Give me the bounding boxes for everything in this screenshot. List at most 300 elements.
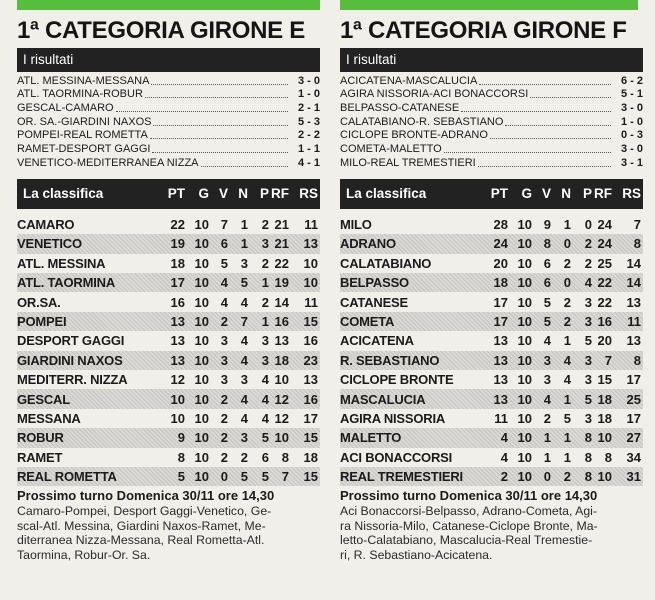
column-header: P: [582, 186, 592, 202]
stat-cell: 2: [240, 449, 248, 465]
stat-cell: 24: [597, 236, 612, 252]
stat-cell: 13: [493, 333, 508, 349]
result-match: BELPASSO-CATANESE: [340, 102, 460, 115]
result-match: VENETICO-MEDITERRANEA NIZZA: [17, 156, 199, 169]
fixture-line: diterranea Nizza-Messana, Real Rometta-Atl.: [17, 533, 265, 548]
stat-cell: 1: [261, 313, 269, 329]
fixture-line: Camaro-Pompei, Desport Gaggi-Venetico, Ge-: [17, 504, 272, 519]
result-row: [340, 74, 643, 88]
stat-cell: 24: [597, 217, 612, 232]
stat-cell: 13: [170, 313, 185, 329]
stat-cell: 3: [220, 352, 228, 368]
fixture-line: Aci Bonaccorsi-Belpasso, Adrano-Cometa, Agi-: [340, 504, 597, 519]
stat-cell: 17: [626, 372, 641, 388]
top-accent-bar-right: [340, 0, 638, 10]
result-row: [340, 88, 643, 102]
stat-cell: 3: [261, 236, 269, 252]
team-name: CATANESE: [340, 294, 408, 310]
result-match: MILO-REAL TREMESTIERI: [340, 156, 476, 169]
stat-cell: 10: [194, 372, 209, 388]
table-row: [17, 428, 320, 447]
table-row: [17, 292, 320, 311]
girone-e-panel: [17, 10, 320, 562]
stat-cell: 13: [626, 294, 641, 310]
stat-cell: 22: [597, 294, 612, 310]
stat-cell: 13: [170, 333, 185, 349]
stat-cell: 10: [194, 275, 209, 291]
result-match: GESCAL-CAMARO: [17, 102, 114, 115]
next-round-fixtures: [340, 504, 643, 562]
stat-cell: 17: [626, 410, 641, 426]
stat-cell: 5: [240, 469, 248, 485]
result-row: [17, 129, 320, 143]
stat-cell: 18: [170, 255, 185, 271]
stat-cell: 16: [170, 294, 185, 310]
stat-cell: 20: [493, 255, 508, 271]
stat-cell: 10: [517, 372, 532, 388]
stat-cell: 4: [261, 391, 269, 407]
result-row: [17, 142, 320, 156]
stat-cell: 19: [274, 275, 289, 291]
stat-cell: 24: [493, 236, 508, 252]
team-name: ADRANO: [340, 236, 396, 252]
stat-cell: 18: [597, 391, 612, 407]
stat-cell: 10: [194, 352, 209, 368]
team-name: ACICATENA: [340, 333, 414, 349]
stat-cell: 10: [517, 217, 532, 232]
stat-cell: 10: [170, 391, 185, 407]
stat-cell: 10: [194, 313, 209, 329]
stat-cell: 13: [170, 352, 185, 368]
stat-cell: 4: [240, 294, 248, 310]
girone-f-panel: [340, 10, 643, 562]
table-row: [340, 467, 643, 486]
table-row: [340, 448, 643, 467]
table-row: [17, 351, 320, 370]
stat-cell: 18: [274, 352, 289, 368]
stat-cell: 21: [274, 236, 289, 252]
stat-cell: 1: [543, 430, 551, 446]
stat-cell: 13: [626, 333, 641, 349]
stat-cell: 5: [543, 313, 551, 329]
team-name: OR.SA.: [17, 294, 61, 310]
stat-cell: 14: [274, 294, 289, 310]
stat-cell: 4: [543, 391, 551, 407]
column-header: G: [521, 186, 532, 202]
result-match: AGIRA NISSORIA-ACI BONACCORSI: [340, 88, 529, 101]
team-name: MILO: [340, 217, 372, 232]
result-match: ATL. MESSINA-MESSANA: [17, 74, 150, 87]
stat-cell: 8: [543, 236, 551, 252]
stat-cell: 31: [626, 469, 641, 485]
result-row: [17, 115, 320, 129]
stat-cell: 6: [543, 275, 551, 291]
dotted-leader: [530, 97, 611, 98]
stat-cell: 8: [177, 449, 185, 465]
stat-cell: 4: [584, 275, 592, 291]
team-name: VENETICO: [17, 236, 82, 252]
stat-cell: 17: [493, 294, 508, 310]
stat-cell: 7: [240, 313, 248, 329]
stat-cell: 0: [563, 236, 571, 252]
stat-cell: 2: [543, 410, 551, 426]
stat-cell: 3: [543, 372, 551, 388]
stat-cell: 15: [303, 469, 318, 485]
stat-cell: 8: [584, 430, 592, 446]
stat-cell: 13: [493, 372, 508, 388]
team-name: CAMARO: [17, 217, 75, 232]
stat-cell: 10: [194, 430, 209, 446]
stat-cell: 10: [194, 410, 209, 426]
stat-cell: 2: [261, 255, 269, 271]
top-accent-bar-left: [17, 0, 320, 10]
results-list: [17, 74, 320, 170]
stat-cell: 1: [261, 275, 269, 291]
stat-cell: 5: [261, 430, 269, 446]
stat-cell: 10: [517, 430, 532, 446]
table-row: [340, 254, 643, 273]
table-row: [340, 409, 643, 428]
team-name: MEDITERR. NIZZA: [17, 372, 128, 388]
stat-cell: 13: [493, 391, 508, 407]
dotted-leader: [479, 84, 611, 85]
stat-cell: 19: [170, 236, 185, 252]
stat-cell: 10: [194, 449, 209, 465]
stat-cell: 4: [240, 333, 248, 349]
stat-cell: 10: [517, 275, 532, 291]
table-row: [17, 312, 320, 331]
stat-cell: 20: [597, 333, 612, 349]
stat-cell: 22: [597, 275, 612, 291]
fixture-line: scal-Atl. Messina, Giardini Naxos-Ramet, Me-: [17, 518, 266, 533]
stat-cell: 3: [261, 333, 269, 349]
stat-cell: 1: [563, 430, 571, 446]
table-row: [340, 428, 643, 447]
standings-table: [340, 215, 643, 486]
team-name: BELPASSO: [340, 275, 409, 291]
stat-cell: 4: [261, 410, 269, 426]
column-header: G: [198, 186, 209, 202]
stat-cell: 5: [563, 410, 571, 426]
team-name: CALATABIANO: [340, 255, 432, 271]
stat-cell: 10: [274, 372, 289, 388]
stat-cell: 12: [170, 372, 185, 388]
column-header: RF: [594, 186, 612, 202]
stat-cell: 17: [303, 410, 318, 426]
next-round-fixtures: [17, 504, 320, 562]
stat-cell: 4: [240, 352, 248, 368]
stat-cell: 4: [240, 410, 248, 426]
result-match: COMETA-MALETTO: [340, 143, 442, 156]
standings-header: [17, 179, 320, 209]
stat-cell: 10: [517, 333, 532, 349]
result-row: [17, 156, 320, 170]
table-row: [340, 273, 643, 292]
stat-cell: 11: [304, 294, 318, 310]
dotted-leader: [152, 152, 288, 153]
dotted-leader: [116, 111, 288, 112]
stat-cell: 13: [274, 333, 289, 349]
next-round-title: Prossimo turno Domenica 30/11 ore 14,30: [17, 488, 275, 504]
stat-cell: 0: [543, 469, 551, 485]
stat-cell: 22: [274, 255, 289, 271]
stat-cell: 13: [303, 236, 318, 252]
stat-cell: 1: [563, 217, 571, 232]
stat-cell: 10: [517, 469, 532, 485]
result-score: 5 - 3: [297, 115, 320, 128]
stat-cell: 2: [220, 430, 228, 446]
stat-cell: 10: [517, 255, 532, 271]
table-row: [17, 234, 320, 253]
result-row: [340, 115, 643, 129]
stat-cell: 8: [633, 352, 641, 368]
team-name: ROBUR: [17, 430, 64, 446]
stat-cell: 2: [220, 449, 228, 465]
stat-cell: 5: [240, 275, 248, 291]
stat-cell: 10: [303, 275, 318, 291]
stat-cell: 3: [220, 372, 228, 388]
stat-cell: 2: [563, 313, 571, 329]
column-header: V: [541, 186, 551, 202]
result-score: 6 - 2: [620, 74, 643, 87]
stat-cell: 34: [626, 449, 641, 465]
stat-cell: 10: [517, 236, 532, 252]
table-row: [17, 273, 320, 292]
table-row: [17, 331, 320, 350]
stat-cell: 5: [220, 255, 228, 271]
table-row: [17, 389, 320, 408]
stat-cell: 5: [584, 333, 592, 349]
stat-cell: 1: [240, 236, 248, 252]
result-score: 3 - 1: [620, 156, 643, 169]
team-name: R. SEBASTIANO: [340, 352, 440, 368]
table-row: [17, 215, 320, 234]
table-row: [340, 215, 643, 234]
stat-cell: 23: [303, 352, 318, 368]
stat-cell: 3: [240, 255, 248, 271]
stat-cell: 3: [261, 352, 269, 368]
team-name: REAL ROMETTA: [17, 469, 117, 485]
stat-cell: 7: [604, 352, 612, 368]
stat-cell: 10: [303, 255, 318, 271]
stat-cell: 8: [604, 449, 612, 465]
stat-cell: 4: [543, 333, 551, 349]
stat-cell: 5: [543, 294, 551, 310]
stat-cell: 0: [220, 469, 228, 485]
column-header: PT: [167, 186, 185, 202]
stat-cell: 11: [304, 217, 318, 232]
stat-cell: 2: [500, 469, 508, 485]
team-name: ATL. TAORMINA: [17, 275, 116, 291]
stat-cell: 4: [500, 430, 508, 446]
column-header: RS: [622, 186, 641, 202]
team-name: POMPEI: [17, 313, 67, 329]
stat-cell: 3: [584, 352, 592, 368]
stat-cell: 4: [220, 275, 228, 291]
stat-cell: 2: [261, 217, 269, 232]
stat-cell: 2: [584, 236, 592, 252]
column-header: V: [218, 186, 228, 202]
team-name: DESPORT GAGGI: [17, 333, 125, 349]
team-name: MALETTO: [340, 430, 402, 446]
dotted-leader: [150, 138, 288, 139]
stat-cell: 2: [563, 255, 571, 271]
stat-cell: 10: [194, 236, 209, 252]
stat-cell: 4: [500, 449, 508, 465]
result-score: 1 - 0: [297, 88, 320, 101]
column-header: PT: [490, 186, 508, 202]
standings-table: [17, 215, 320, 486]
stat-cell: 10: [194, 255, 209, 271]
results-list: [340, 74, 643, 170]
result-score: 3 - 0: [620, 143, 643, 156]
stat-cell: 2: [584, 255, 592, 271]
stat-cell: 15: [597, 372, 612, 388]
stat-cell: 25: [597, 255, 612, 271]
stat-cell: 2: [220, 313, 228, 329]
stat-cell: 10: [194, 294, 209, 310]
stat-cell: 0: [584, 217, 592, 232]
stat-cell: 2: [563, 294, 571, 310]
stat-cell: 12: [274, 410, 289, 426]
stat-cell: 10: [517, 449, 532, 465]
stat-cell: 10: [194, 217, 209, 232]
stat-cell: 2: [220, 410, 228, 426]
result-row: [17, 88, 320, 102]
stat-cell: 6: [220, 236, 228, 252]
fixture-line: ri, R. Sebastiano-Acicatena.: [340, 547, 493, 562]
table-row: [17, 448, 320, 467]
stat-cell: 10: [274, 430, 289, 446]
dotted-leader: [478, 166, 611, 167]
stat-cell: 5: [261, 469, 269, 485]
stat-cell: 10: [194, 469, 209, 485]
result-score: 2 - 1: [297, 102, 320, 115]
result-row: [340, 142, 643, 156]
table-row: [340, 312, 643, 331]
result-score: 1 - 1: [297, 143, 320, 156]
table-row: [340, 351, 643, 370]
stat-cell: 3: [543, 352, 551, 368]
stat-cell: 7: [281, 469, 289, 485]
stat-cell: 0: [563, 275, 571, 291]
stat-cell: 8: [633, 236, 641, 252]
result-score: 3 - 0: [297, 74, 320, 87]
stat-cell: 16: [303, 391, 318, 407]
stat-cell: 9: [177, 430, 185, 446]
column-header: P: [259, 186, 269, 202]
fixture-line: Taormina, Robur-Or. Sa.: [17, 547, 151, 562]
team-name: ACI BONACCORSI: [340, 449, 453, 465]
team-name: COMETA: [340, 313, 395, 329]
dotted-leader: [444, 152, 611, 153]
result-match: POMPEI-REAL ROMETTA: [17, 129, 148, 142]
results-header: I risultati: [17, 48, 320, 72]
stat-cell: 17: [493, 313, 508, 329]
stat-cell: 10: [597, 469, 612, 485]
stat-cell: 8: [584, 469, 592, 485]
stat-cell: 3: [584, 372, 592, 388]
stat-cell: 25: [626, 391, 641, 407]
stat-cell: 1: [563, 391, 571, 407]
stat-cell: 5: [584, 391, 592, 407]
stat-cell: 2: [220, 391, 228, 407]
stat-cell: 15: [303, 313, 318, 329]
dotted-leader: [461, 111, 611, 112]
column-header: RS: [299, 186, 318, 202]
result-row: [340, 129, 643, 143]
result-score: 2 - 2: [297, 129, 320, 142]
result-row: [17, 74, 320, 88]
column-header: RF: [271, 186, 289, 202]
stat-cell: 10: [517, 391, 532, 407]
stat-cell: 3: [220, 333, 228, 349]
stat-cell: 8: [281, 449, 289, 465]
team-name: CICLOPE BRONTE: [340, 372, 454, 388]
stat-cell: 16: [274, 313, 289, 329]
dotted-leader: [505, 125, 611, 126]
team-name: MASCALUCIA: [340, 391, 426, 407]
table-row: [340, 389, 643, 408]
panel-title: 1ª CATEGORIA GIRONE E: [17, 17, 305, 44]
stat-cell: 10: [517, 352, 532, 368]
stat-cell: 1: [563, 449, 571, 465]
stat-cell: 15: [303, 430, 318, 446]
standings-header: [340, 179, 643, 209]
dotted-leader: [153, 125, 288, 126]
stat-cell: 4: [563, 372, 571, 388]
table-row: [340, 331, 643, 350]
table-row: [340, 292, 643, 311]
result-score: 3 - 0: [620, 102, 643, 115]
team-name: GESCAL: [17, 391, 70, 407]
stat-cell: 16: [303, 333, 318, 349]
result-match: CALATABIANO-R. SEBASTIANO: [340, 115, 504, 128]
stat-cell: 17: [170, 275, 185, 291]
dotted-leader: [490, 138, 611, 139]
stat-cell: 3: [584, 294, 592, 310]
stat-cell: 11: [627, 313, 641, 329]
stat-cell: 10: [194, 391, 209, 407]
fixture-line: ra Nissoria-Milo, Catanese-Ciclope Bronte, Ma-: [340, 518, 598, 533]
standings-label: La classifica: [346, 186, 427, 202]
stat-cell: 10: [194, 333, 209, 349]
team-name: MESSANA: [17, 410, 81, 426]
result-score: 4 - 1: [297, 156, 320, 169]
stat-cell: 2: [261, 294, 269, 310]
stat-cell: 6: [261, 449, 269, 465]
stat-cell: 14: [626, 275, 641, 291]
result-score: 1 - 0: [620, 115, 643, 128]
stat-cell: 1: [240, 217, 248, 232]
stat-cell: 12: [274, 391, 289, 407]
result-match: OR. SA.-GIARDINI NAXOS: [17, 115, 152, 128]
stat-cell: 10: [517, 313, 532, 329]
table-row: [17, 370, 320, 389]
standings-label: La classifica: [23, 186, 104, 202]
stat-cell: 11: [494, 410, 508, 426]
dotted-leader: [151, 84, 288, 85]
stat-cell: 10: [170, 410, 185, 426]
result-row: [340, 101, 643, 115]
stat-cell: 7: [220, 217, 228, 232]
stat-cell: 4: [563, 352, 571, 368]
result-score: 0 - 3: [620, 129, 643, 142]
team-name: GIARDINI NAXOS: [17, 352, 123, 368]
stat-cell: 13: [493, 352, 508, 368]
result-match: ATL. TAORMINA-ROBUR: [17, 88, 143, 101]
result-score: 5 - 1: [620, 88, 643, 101]
